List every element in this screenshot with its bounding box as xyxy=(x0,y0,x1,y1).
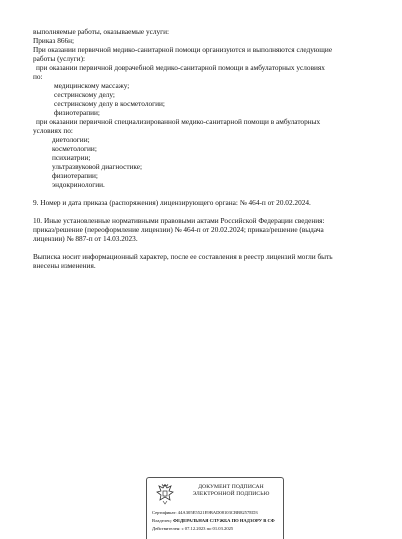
list-item: диетологии; xyxy=(52,135,90,144)
list-item: сестринскому делу; xyxy=(54,90,115,99)
list-item: психиатрии; xyxy=(52,153,91,162)
stamp-certificate: Сертификат: 44A305E5521E9BAD08103CBB8257ED3 xyxy=(152,510,258,515)
order-number-paragraph: 9. Номер и дата приказа (распоряжения) лицензирующего органа: № 464-п от 20.02.2024. xyxy=(33,198,311,207)
list-item: косметологии; xyxy=(52,144,97,153)
stamp-title-line: ЭЛЕКТРОННОЙ ПОДПИСЬЮ xyxy=(192,491,270,497)
text-line: при оказании первичной доврачебной медико-санитарной помощи в амбулаторных условиях xyxy=(36,63,325,72)
disclaimer-paragraph: Выписка носит информационный характер, после ее составления в реестр лицензий могли быть xyxy=(33,252,333,261)
stamp-title-line: ДОКУМЕНТ ПОДПИСАН xyxy=(198,484,264,490)
list-item: ультразвуковой диагностике; xyxy=(52,162,143,171)
text-line: выполняемые работы, оказываемые услуги: xyxy=(33,27,170,36)
text-line: лицензии) № 887-п от 14.03.2023. xyxy=(33,234,138,243)
electronic-signature-stamp xyxy=(146,477,284,539)
stamp-details xyxy=(152,509,284,533)
other-info-paragraph: 10. Иные установленные нормативными правовыми актами Российской Федерации сведения: xyxy=(33,216,325,225)
stamp-owner-label: Владелец: xyxy=(152,518,172,523)
list-item: физиотерапии; xyxy=(54,108,100,117)
list-item: эндокринологии. xyxy=(52,180,105,189)
stamp-owner xyxy=(152,517,284,525)
stamp-title xyxy=(181,484,281,498)
text-line: по: xyxy=(33,72,43,81)
stamp-owner-name: ФЕДЕРАЛЬНАЯ СЛУЖБА ПО НАДЗОРУ В СФ xyxy=(173,518,275,523)
text-line: приказ/решение (переоформление лицензии) № 464-п от 20.02.2024; приказ/решение (выдача xyxy=(33,225,324,234)
text-line: внесены изменения. xyxy=(33,261,96,270)
text-line: условиях по: xyxy=(33,126,73,135)
text-line: Приказ 866н; xyxy=(33,36,75,45)
stamp-validity: Действителен: с 07.12.2023 по 01.03.2025 xyxy=(152,526,234,531)
list-item: медицинскому массажу; xyxy=(54,81,130,90)
text-line: При оказании первичной медико-санитарной помощи организуются и выполняются следующие xyxy=(33,45,333,54)
list-item: физиотерапии; xyxy=(52,171,98,180)
document-text xyxy=(33,27,385,270)
list-item: сестринскому делу в косметологии; xyxy=(54,99,165,108)
text-line: при оказании первичной специализированной медико-санитарной помощи в амбулаторных xyxy=(36,117,321,126)
russian-coat-of-arms-icon xyxy=(153,482,177,506)
text-line: работы (услуги): xyxy=(33,54,86,63)
